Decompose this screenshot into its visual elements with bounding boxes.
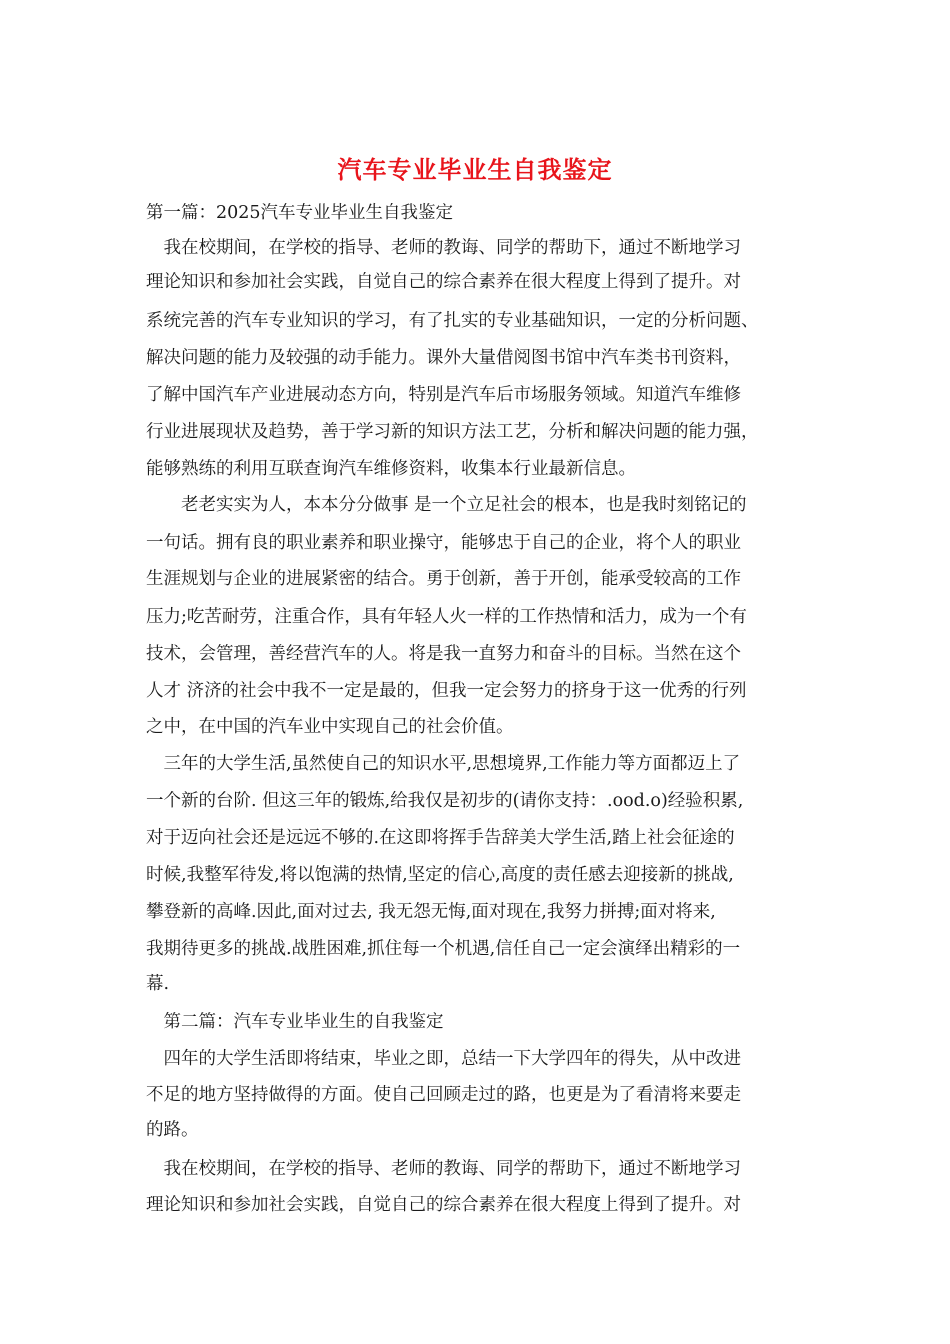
paragraph-line: 行业进展现状及趋势，善于学习新的知识方法工艺，分析和解决问题的能力强， [146, 422, 759, 442]
paragraph-line: 一个新的台阶. 但这三年的锻炼,给我仅是初步的(请你支持：.ood.o)经验积累, [146, 791, 744, 811]
paragraph-line: 攀登新的高峰.因此,面对过去, 我无怨无悔,面对现在,我努力拼搏;面对将来, [146, 902, 716, 922]
paragraph-line: 了解中国汽车产业进展动态方向，特别是汽车后市场服务领域。知道汽车维修 [146, 385, 741, 405]
paragraph-line: 一句话。拥有良的职业素养和职业操守，能够忠于自己的企业，将个人的职业 [146, 533, 741, 553]
paragraph-line: 我期待更多的挑战.战胜困难,抓住每一个机遇,信任自己一定会演绎出精彩的一 [146, 939, 741, 959]
paragraph-line: 幕. [146, 974, 170, 994]
paragraph-line: 压力;吃苦耐劳，注重合作，具有年轻人火一样的工作热情和活力，成为一个有 [146, 607, 747, 627]
paragraph-line: 解决问题的能力及较强的动手能力。课外大量借阅图书馆中汽车类书刊资料， [146, 348, 741, 368]
paragraph-line: 人才 济济的社会中我不一定是最的，但我一定会努力的挤身于这一优秀的行列 [146, 681, 747, 701]
paragraph-line: 四年的大学生活即将结束，毕业之即，总结一下大学四年的得失，从中改进 [146, 1049, 741, 1069]
paragraph-line: 时候,我整军待发,将以饱满的热情,坚定的信心,高度的责任感去迎接新的挑战, [146, 865, 734, 885]
paragraph-line: 的路。 [146, 1120, 199, 1140]
paragraph-line: 生涯规划与企业的进展紧密的结合。勇于创新，善于开创，能承受较高的工作 [146, 569, 741, 589]
paragraph-line: 系统完善的汽车专业知识的学习，有了扎实的专业基础知识，一定的分析问题、 [146, 311, 759, 331]
section-heading-1: 第一篇：2025汽车专业毕业生自我鉴定 [146, 203, 454, 223]
paragraph-line: 三年的大学生活,虽然使自己的知识水平,思想境界,工作能力等方面都迈上了 [146, 754, 741, 774]
paragraph-line: 我在校期间，在学校的指导、老师的教诲、同学的帮助下，通过不断地学习 [146, 238, 741, 258]
paragraph-line: 理论知识和参加社会实践，自觉自己的综合素养在很大程度上得到了提升。对 [146, 272, 741, 292]
paragraph-line: 技术，会管理，善经营汽车的人。将是我一直努力和奋斗的目标。当然在这个 [146, 644, 741, 664]
paragraph-line: 之中，在中国的汽车业中实现自己的社会价值。 [146, 717, 514, 737]
paragraph-line: 理论知识和参加社会实践，自觉自己的综合素养在很大程度上得到了提升。对 [146, 1195, 741, 1215]
paragraph-line: 对于迈向社会还是远远不够的.在这即将挥手告辞美大学生活,踏上社会征途的 [146, 828, 735, 848]
document-title: 汽车专业毕业生自我鉴定 [337, 155, 613, 184]
paragraph-line: 不足的地方坚持做得的方面。使自己回顾走过的路，也更是为了看清将来要走 [146, 1085, 741, 1105]
paragraph-line: 老老实实为人，本本分分做事 是一个立足社会的根本，也是我时刻铭记的 [146, 495, 747, 515]
paragraph-line: 我在校期间，在学校的指导、老师的教诲、同学的帮助下，通过不断地学习 [146, 1159, 741, 1179]
section-heading-2: 第二篇：汽车专业毕业生的自我鉴定 [146, 1012, 444, 1032]
paragraph-line: 能够熟练的利用互联查询汽车维修资料，收集本行业最新信息。 [146, 459, 636, 479]
